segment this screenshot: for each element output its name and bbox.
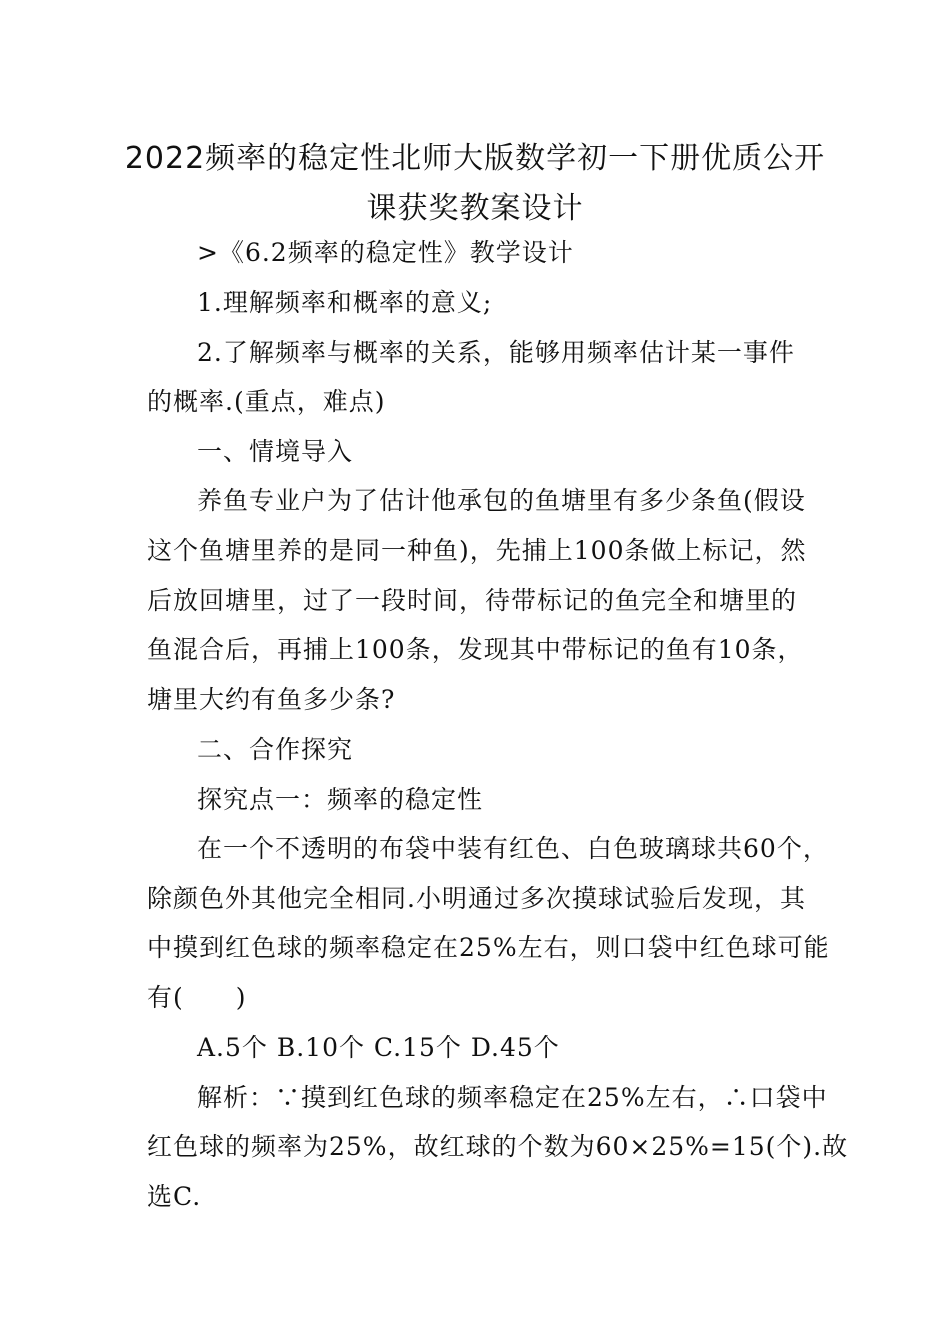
- solution-line: 红色球的频率为25%，故红球的个数为60×25%=15(个).故: [147, 1132, 849, 1161]
- heading-situation-intro: 一、情境导入: [197, 437, 354, 466]
- answer-options: A.5个 B.10个 C.15个 D.45个: [197, 1033, 560, 1062]
- solution-line: 选C.: [147, 1182, 202, 1211]
- objective-2: 2.了解频率与概率的关系，能够用频率估计某一事件: [197, 338, 795, 367]
- document-title-line-2: 课获奖教案设计: [366, 191, 584, 226]
- heading-cooperative-inquiry: 二、合作探究: [197, 735, 354, 764]
- solution-line: 解析：∵摸到红色球的频率稳定在25%左右，∴口袋中: [197, 1083, 828, 1112]
- paragraph-line: 后放回塘里，过了一段时间，待带标记的鱼完全和塘里的: [147, 586, 798, 615]
- paragraph-line: 塘里大约有鱼多少条?: [147, 685, 396, 714]
- paragraph-line: 鱼混合后，再捕上100条，发现其中带标记的鱼有10条，: [147, 635, 804, 664]
- subheading-inquiry-point: 探究点一：频率的稳定性: [197, 785, 484, 814]
- section-caption: >《6.2频率的稳定性》教学设计: [197, 238, 574, 267]
- paragraph-line: 养鱼专业户为了估计他承包的鱼塘里有多少条鱼(假设: [197, 486, 806, 515]
- objective-2-cont: 的概率.(重点，难点): [147, 387, 386, 416]
- problem-line: 有( ): [147, 983, 247, 1012]
- problem-line: 除颜色外其他完全相同.小明通过多次摸球试验后发现，其: [147, 884, 806, 913]
- objective-1: 1.理解频率和概率的意义;: [197, 288, 493, 317]
- document-title-line-1: 2022频率的稳定性北师大版数学初一下册优质公开: [124, 141, 826, 176]
- paragraph-line: 这个鱼塘里养的是同一种鱼)，先捕上100条做上标记，然: [147, 536, 807, 565]
- problem-line: 在一个不透明的布袋中装有红色、白色玻璃球共60个，: [197, 834, 829, 863]
- problem-line: 中摸到红色球的频率稳定在25%左右，则口袋中红色球可能: [147, 933, 830, 962]
